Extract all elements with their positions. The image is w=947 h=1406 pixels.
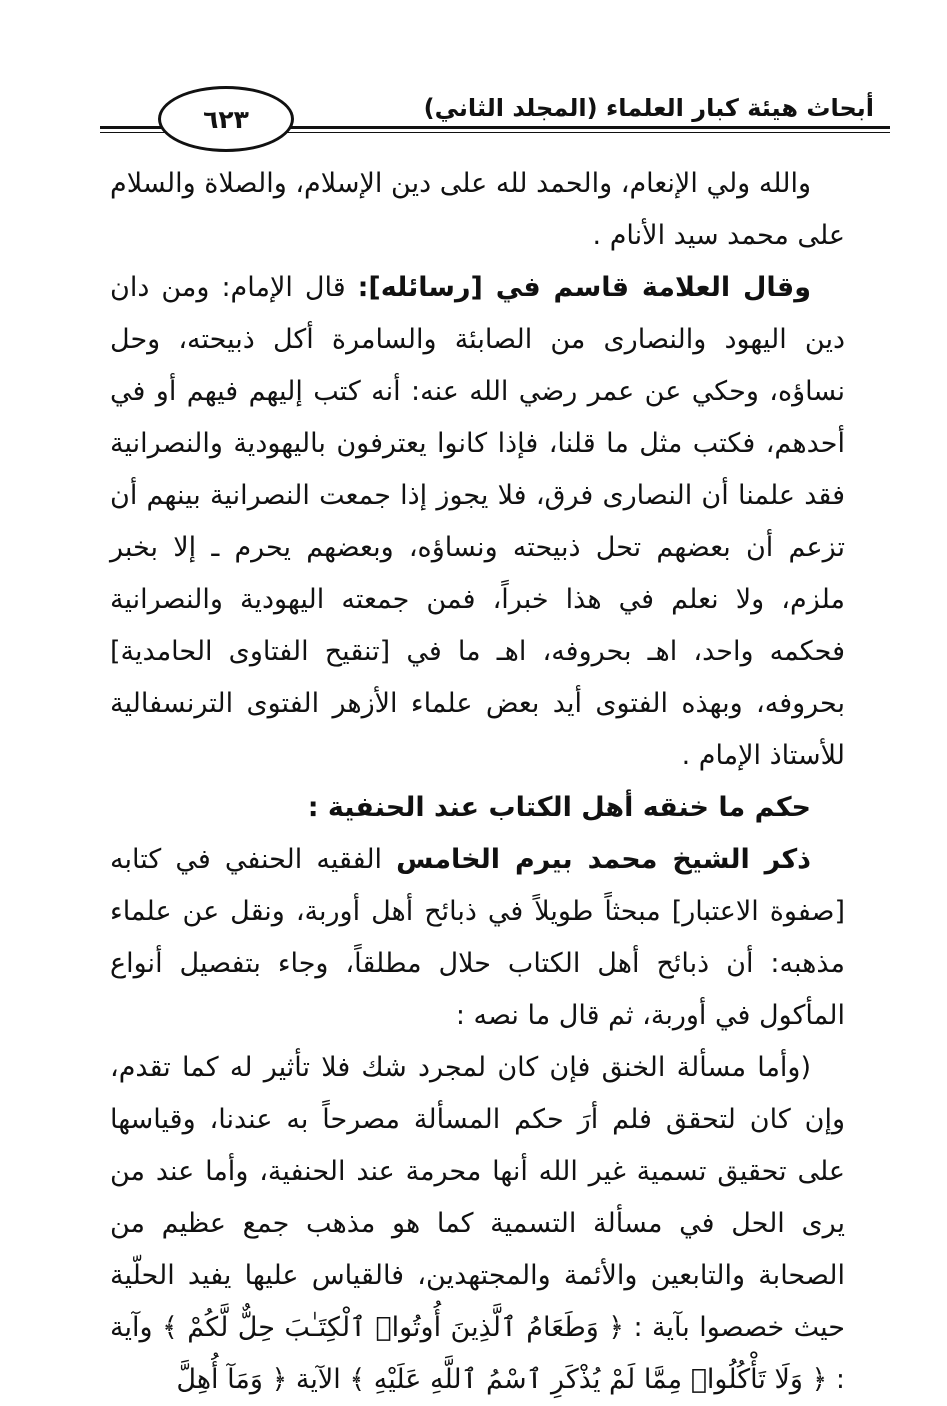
page-number-oval [158,86,294,152]
paragraph-3-lead: ذكر الشيخ محمد بيرم الخامس [396,844,812,875]
section-heading: حكم ما خنقه أهل الكتاب عند الحنفية : [307,792,811,823]
running-title: أبحاث هيئة كبار العلماء (المجلد الثاني) [423,94,874,122]
page-header [100,70,890,160]
paragraph-1 [110,158,845,262]
paragraph-2-text: قال الإمام: ومن دان دين اليهود والنصارى من الصابئة والسامرة أكل ذبيحته، وحل نساؤه، وحكي عن عمر رضي الله عنه: أنه كتب إليهم فيهم أو في أحدهم، فكتب مثل ما قلنا، فإذا كانوا يعترفون باليهودية والنصرانية فقد علمنا أن النصارى فرق، فلا يجوز إذا جمعت النصرانية بينهم أن تزعم أن بعضهم تحل ذبيحته ونساؤه، وبعضهم يحرم ـ إلا بخبر ملزم، ولا نعلم في هذا خبراً، فمن جمعته اليهودية والنصرانية فحكمه واحد، اهـ بحروفه، اهـ ما في [تنقيح الفتاوى الحامدية] بحروفه، وبهذه الفتوى أيد بعض علماء الأزهر الفتوى الترنسفالية للأستاذ الإمام . [110,272,845,771]
paragraph-1-text: والله ولي الإنعام، والحمد لله على دين الإسلام، والصلاة والسلام على محمد سيد الأنام . [110,168,845,251]
page-number: ٦٢٣ [203,104,249,134]
paragraph-2 [110,262,845,782]
paragraph-2-lead: وقال العلامة قاسم في [رسائله]: [357,272,811,303]
paragraph-4-text: (وأما مسألة الخنق فإن كان لمجرد شك فلا تأثير له كما تقدم، وإن كان لتحقق فلم أرَ حكم المسألة مصرحاً به عندنا، وقياسها على تحقيق تسمية غير الله أنها محرمة عند الحنفية، وأما عند من يرى الحل في مسألة التسمية كما هو مذهب جمع عظيم من الصحابة والتابعين والأئمة والمجتهدين، فالقياس عليها يفيد الحلّية حيث خصصوا بآية : ﴿ وَطَعَامُ ٱلَّذِينَ أُوتُوا۟ ٱلْكِتَـٰبَ حِلٌّ لَّكُمْ ﴾ وآية : ﴿ وَلَا تَأْكُلُوا۟ مِمَّا لَمْ يُذْكَرِ ٱسْمُ ٱللَّهِ عَلَيْهِ ﴾ الآية ﴿ وَمَآ أُهِلَّ [110,1052,845,1395]
body-text [110,158,845,1406]
paragraph-3-text: الفقيه الحنفي في كتابه [صفوة الاعتبار] مبحثاً طويلاً في ذبائح أهل أوربة، ونقل عن علماء مذهبه: أن ذبائح أهل الكتاب حلال مطلقاً، وجاء بتفصيل أنواع المأكول في أوربة، ثم قال ما نصه : [110,844,845,1031]
paragraph-3 [110,834,845,1042]
paragraph-4 [110,1042,845,1406]
